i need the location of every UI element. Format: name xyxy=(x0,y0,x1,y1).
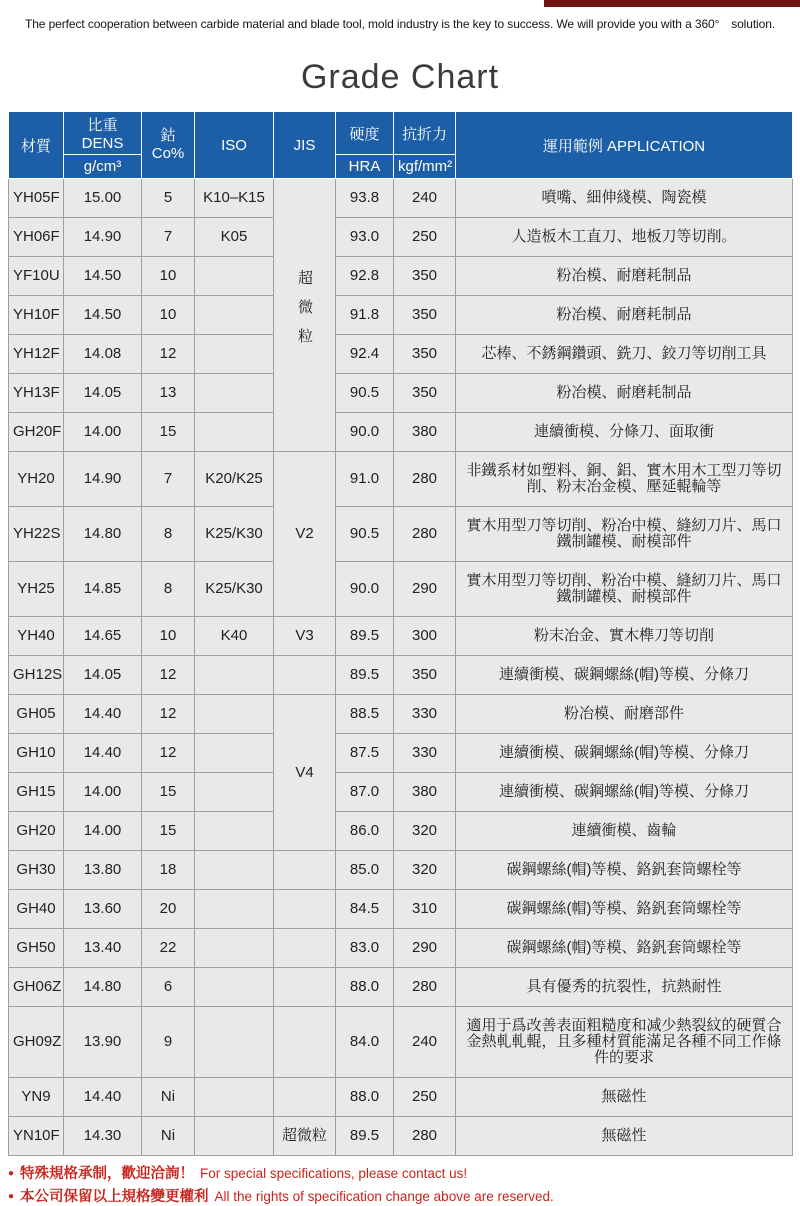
application-cell: 連續衝模、碳鋼螺絲(帽)等模、分條刀 xyxy=(456,773,793,812)
material-cell: YH22S xyxy=(9,507,64,562)
header-strength: 抗折力 xyxy=(394,112,456,155)
application-cell: 碳鋼螺絲(帽)等模、鉻釩套筒螺栓等 xyxy=(456,929,793,968)
strength-cell: 380 xyxy=(394,773,456,812)
strength-cell: 280 xyxy=(394,1117,456,1156)
table-row xyxy=(9,335,793,374)
hra-cell: 90.5 xyxy=(336,507,394,562)
density-cell: 13.90 xyxy=(64,1007,142,1078)
header-material: 材質 xyxy=(9,112,64,179)
table-row xyxy=(9,851,793,890)
table-row xyxy=(9,968,793,1007)
density-cell: 14.40 xyxy=(64,734,142,773)
header-cobalt-zh: 鈷 xyxy=(160,127,176,144)
density-cell: 14.90 xyxy=(64,218,142,257)
iso-cell: K05 xyxy=(195,218,274,257)
cobalt-cell: 6 xyxy=(142,968,195,1007)
jis-grade-label: 超微粒 xyxy=(281,1127,327,1144)
table-row xyxy=(9,562,793,617)
hra-cell: 92.4 xyxy=(336,335,394,374)
iso-cell: K20/K25 xyxy=(195,452,274,507)
density-cell: 13.80 xyxy=(64,851,142,890)
material-cell: YH40 xyxy=(9,617,64,656)
application-cell: 具有優秀的抗裂性，抗熱耐性 xyxy=(456,968,793,1007)
iso-cell xyxy=(195,734,274,773)
application-cell: 芯棒、不銹鋼鑽頭、銑刀、鉸刀等切削工具 xyxy=(456,335,793,374)
table-row xyxy=(9,1117,793,1156)
jis-cell xyxy=(274,695,336,851)
iso-cell: K40 xyxy=(195,617,274,656)
footer-note-1-zh: 特殊規格承制，歡迎洽詢！ xyxy=(20,1166,195,1182)
table-row xyxy=(9,507,793,562)
grade-table xyxy=(8,111,793,1156)
cobalt-cell: 10 xyxy=(142,617,195,656)
jis-cell xyxy=(274,851,336,890)
top-accent-bar xyxy=(544,0,800,7)
density-cell: 14.85 xyxy=(64,562,142,617)
table-row xyxy=(9,452,793,507)
cobalt-cell: 13 xyxy=(142,374,195,413)
cobalt-cell: 10 xyxy=(142,296,195,335)
footer-note-2-zh: 本公司保留以上規格變更權利 xyxy=(20,1189,209,1205)
density-cell: 14.50 xyxy=(64,296,142,335)
application-cell: 連續衝模、分條刀、面取衝 xyxy=(456,413,793,452)
header-density-unit: g/cm³ xyxy=(64,155,142,179)
iso-cell xyxy=(195,773,274,812)
material-cell: YH25 xyxy=(9,562,64,617)
hra-cell: 88.5 xyxy=(336,695,394,734)
application-cell: 粉冶模、耐磨耗制品 xyxy=(456,374,793,413)
application-cell: 粉冶模、耐磨部件 xyxy=(456,695,793,734)
header-application: 運用範例 APPLICATION xyxy=(456,112,793,179)
header-hardness: 硬度 xyxy=(336,112,394,155)
jis-cell xyxy=(274,1117,336,1156)
cobalt-cell: 20 xyxy=(142,890,195,929)
strength-cell: 350 xyxy=(394,257,456,296)
hra-cell: 86.0 xyxy=(336,812,394,851)
strength-cell: 310 xyxy=(394,890,456,929)
jis-cell xyxy=(274,179,336,452)
strength-cell: 250 xyxy=(394,218,456,257)
application-cell: 噴嘴、細伸綫模、陶瓷模 xyxy=(456,179,793,218)
jis-cell xyxy=(274,1007,336,1078)
material-cell: YN10F xyxy=(9,1117,64,1156)
jis-grade-label: V2 xyxy=(295,525,314,542)
density-cell: 14.00 xyxy=(64,812,142,851)
density-cell: 14.00 xyxy=(64,773,142,812)
jis-cell xyxy=(274,1078,336,1117)
table-row xyxy=(9,890,793,929)
density-cell: 14.05 xyxy=(64,374,142,413)
iso-cell xyxy=(195,851,274,890)
material-cell: GH10 xyxy=(9,734,64,773)
strength-cell: 350 xyxy=(394,374,456,413)
strength-cell: 350 xyxy=(394,335,456,374)
cobalt-cell: 12 xyxy=(142,335,195,374)
grade-table-body xyxy=(9,179,793,1156)
material-cell: GH30 xyxy=(9,851,64,890)
cobalt-cell: 9 xyxy=(142,1007,195,1078)
application-cell: 連續衝模、齒輪 xyxy=(456,812,793,851)
jis-grade-label: 超微粒 xyxy=(296,269,313,357)
application-cell: 人造板木工直刀、地板刀等切削。 xyxy=(456,218,793,257)
application-cell: 粉冶模、耐磨耗制品 xyxy=(456,257,793,296)
density-cell: 14.00 xyxy=(64,413,142,452)
table-row xyxy=(9,695,793,734)
strength-cell: 250 xyxy=(394,1078,456,1117)
hra-cell: 84.5 xyxy=(336,890,394,929)
footer-notes xyxy=(8,1165,800,1206)
iso-cell xyxy=(195,335,274,374)
application-cell: 適用于爲改善表面粗糙度和减少熱裂紋的硬質合金熱軋軋輥，且多種材質能滿足各種不同工作條件的要求 xyxy=(456,1007,793,1078)
strength-cell: 280 xyxy=(394,507,456,562)
hra-cell: 89.5 xyxy=(336,1117,394,1156)
application-cell: 實木用型刀等切削、粉冶中模、縫紉刀片、馬口鐵制罐模、耐模部件 xyxy=(456,562,793,617)
material-cell: GH12S xyxy=(9,656,64,695)
table-row xyxy=(9,218,793,257)
density-cell: 14.40 xyxy=(64,1078,142,1117)
material-cell: YH13F xyxy=(9,374,64,413)
application-cell: 無磁性 xyxy=(456,1117,793,1156)
application-cell: 粉末冶金、實木榫刀等切削 xyxy=(456,617,793,656)
table-row xyxy=(9,257,793,296)
strength-cell: 280 xyxy=(394,968,456,1007)
cobalt-cell: 8 xyxy=(142,562,195,617)
table-row xyxy=(9,374,793,413)
strength-cell: 320 xyxy=(394,812,456,851)
application-cell: 連續衝模、碳鋼螺絲(帽)等模、分條刀 xyxy=(456,656,793,695)
cobalt-cell: 10 xyxy=(142,257,195,296)
hra-cell: 91.8 xyxy=(336,296,394,335)
cobalt-cell: 22 xyxy=(142,929,195,968)
iso-cell xyxy=(195,1078,274,1117)
cobalt-cell: 12 xyxy=(142,695,195,734)
page-title: Grade Chart xyxy=(300,58,500,96)
table-row xyxy=(9,734,793,773)
material-cell: YH12F xyxy=(9,335,64,374)
material-cell: YH10F xyxy=(9,296,64,335)
strength-cell: 290 xyxy=(394,562,456,617)
jis-cell xyxy=(274,617,336,656)
bullet-icon: ● xyxy=(8,1168,15,1179)
hra-cell: 84.0 xyxy=(336,1007,394,1078)
density-cell: 14.65 xyxy=(64,617,142,656)
cobalt-cell: 7 xyxy=(142,218,195,257)
footer-note-2-en: All the rights of specification change above are reserved. xyxy=(214,1189,554,1204)
cobalt-cell: 5 xyxy=(142,179,195,218)
application-cell: 粉冶模、耐磨耗制品 xyxy=(456,296,793,335)
material-cell: YN9 xyxy=(9,1078,64,1117)
iso-cell xyxy=(195,1007,274,1078)
table-row xyxy=(9,179,793,218)
application-cell: 非鐵系材如塑料、銅、鋁、實木用木工型刀等切削、粉末冶金模、壓延輥輪等 xyxy=(456,452,793,507)
iso-cell: K25/K30 xyxy=(195,562,274,617)
strength-cell: 240 xyxy=(394,1007,456,1078)
application-cell: 碳鋼螺絲(帽)等模、鉻釩套筒螺栓等 xyxy=(456,890,793,929)
footer-note-2 xyxy=(8,1188,800,1206)
strength-cell: 290 xyxy=(394,929,456,968)
material-cell: GH15 xyxy=(9,773,64,812)
iso-cell: K25/K30 xyxy=(195,507,274,562)
material-cell: GH20 xyxy=(9,812,64,851)
material-cell: YH05F xyxy=(9,179,64,218)
table-row xyxy=(9,413,793,452)
material-cell: GH20F xyxy=(9,413,64,452)
cobalt-cell: Ni xyxy=(142,1117,195,1156)
iso-cell xyxy=(195,968,274,1007)
header-density: 比重 DENS xyxy=(64,112,142,155)
strength-cell: 350 xyxy=(394,296,456,335)
table-row xyxy=(9,296,793,335)
iso-cell xyxy=(195,812,274,851)
iso-cell xyxy=(195,296,274,335)
density-cell: 14.50 xyxy=(64,257,142,296)
header-jis: JIS xyxy=(274,112,336,179)
footer-note-1 xyxy=(8,1165,800,1183)
application-cell: 連續衝模、碳鋼螺絲(帽)等模、分條刀 xyxy=(456,734,793,773)
strength-cell: 280 xyxy=(394,452,456,507)
tagline: The perfect cooperation between carbide material and blade tool, mold industry is the key to success. We will provide you with a 360° solution. xyxy=(24,17,776,31)
material-cell: GH50 xyxy=(9,929,64,968)
jis-cell xyxy=(274,929,336,968)
density-cell: 14.30 xyxy=(64,1117,142,1156)
material-cell: YH06F xyxy=(9,218,64,257)
density-cell: 14.05 xyxy=(64,656,142,695)
density-cell: 13.40 xyxy=(64,929,142,968)
hra-cell: 83.0 xyxy=(336,929,394,968)
jis-grade-label: V3 xyxy=(295,627,314,644)
hra-cell: 90.0 xyxy=(336,413,394,452)
cobalt-cell: Ni xyxy=(142,1078,195,1117)
density-cell: 14.80 xyxy=(64,507,142,562)
density-cell: 14.40 xyxy=(64,695,142,734)
strength-cell: 240 xyxy=(394,179,456,218)
hra-cell: 90.0 xyxy=(336,562,394,617)
application-cell: 無磁性 xyxy=(456,1078,793,1117)
table-row xyxy=(9,773,793,812)
iso-cell: K10–K15 xyxy=(195,179,274,218)
material-cell: GH40 xyxy=(9,890,64,929)
strength-cell: 320 xyxy=(394,851,456,890)
cobalt-cell: 15 xyxy=(142,812,195,851)
application-cell: 碳鋼螺絲(帽)等模、鉻釩套筒螺栓等 xyxy=(456,851,793,890)
density-cell: 14.08 xyxy=(64,335,142,374)
density-cell: 15.00 xyxy=(64,179,142,218)
iso-cell xyxy=(195,929,274,968)
cobalt-cell: 15 xyxy=(142,413,195,452)
material-cell: YH20 xyxy=(9,452,64,507)
jis-cell xyxy=(274,656,336,695)
header-iso: ISO xyxy=(195,112,274,179)
strength-cell: 330 xyxy=(394,695,456,734)
jis-cell xyxy=(274,452,336,617)
iso-cell xyxy=(195,890,274,929)
table-row xyxy=(9,1007,793,1078)
strength-cell: 380 xyxy=(394,413,456,452)
cobalt-cell: 15 xyxy=(142,773,195,812)
hra-cell: 88.0 xyxy=(336,968,394,1007)
header-strength-unit: kgf/mm² xyxy=(394,155,456,179)
cobalt-cell: 8 xyxy=(142,507,195,562)
table-row xyxy=(9,617,793,656)
application-cell: 實木用型刀等切削、粉冶中模、縫紉刀片、馬口鐵制罐模、耐模部件 xyxy=(456,507,793,562)
grade-table-header xyxy=(9,112,793,179)
header-cobalt xyxy=(142,112,195,179)
table-row xyxy=(9,812,793,851)
iso-cell xyxy=(195,413,274,452)
header-cobalt-unit: Co% xyxy=(151,145,185,162)
material-cell: GH09Z xyxy=(9,1007,64,1078)
hra-cell: 93.8 xyxy=(336,179,394,218)
density-cell: 14.90 xyxy=(64,452,142,507)
hra-cell: 89.5 xyxy=(336,656,394,695)
table-row xyxy=(9,929,793,968)
header-hardness-unit: HRA xyxy=(336,155,394,179)
hra-cell: 92.8 xyxy=(336,257,394,296)
table-row xyxy=(9,1078,793,1117)
bullet-icon: ● xyxy=(8,1191,15,1202)
hra-cell: 89.5 xyxy=(336,617,394,656)
iso-cell xyxy=(195,257,274,296)
hra-cell: 87.5 xyxy=(336,734,394,773)
iso-cell xyxy=(195,656,274,695)
hra-cell: 93.0 xyxy=(336,218,394,257)
hra-cell: 85.0 xyxy=(336,851,394,890)
hra-cell: 91.0 xyxy=(336,452,394,507)
table-row xyxy=(9,656,793,695)
strength-cell: 330 xyxy=(394,734,456,773)
cobalt-cell: 12 xyxy=(142,734,195,773)
material-cell: GH06Z xyxy=(9,968,64,1007)
jis-grade-label: V4 xyxy=(295,763,314,781)
hra-cell: 87.0 xyxy=(336,773,394,812)
material-cell: GH05 xyxy=(9,695,64,734)
hra-cell: 90.5 xyxy=(336,374,394,413)
iso-cell xyxy=(195,1117,274,1156)
density-cell: 13.60 xyxy=(64,890,142,929)
iso-cell xyxy=(195,695,274,734)
density-cell: 14.80 xyxy=(64,968,142,1007)
strength-cell: 350 xyxy=(394,656,456,695)
hra-cell: 88.0 xyxy=(336,1078,394,1117)
jis-cell xyxy=(274,968,336,1007)
cobalt-cell: 12 xyxy=(142,656,195,695)
jis-cell xyxy=(274,890,336,929)
cobalt-cell: 7 xyxy=(142,452,195,507)
cobalt-cell: 18 xyxy=(142,851,195,890)
footer-note-1-en: For special specifications, please contact us! xyxy=(200,1166,468,1181)
iso-cell xyxy=(195,374,274,413)
strength-cell: 300 xyxy=(394,617,456,656)
material-cell: YF10U xyxy=(9,257,64,296)
